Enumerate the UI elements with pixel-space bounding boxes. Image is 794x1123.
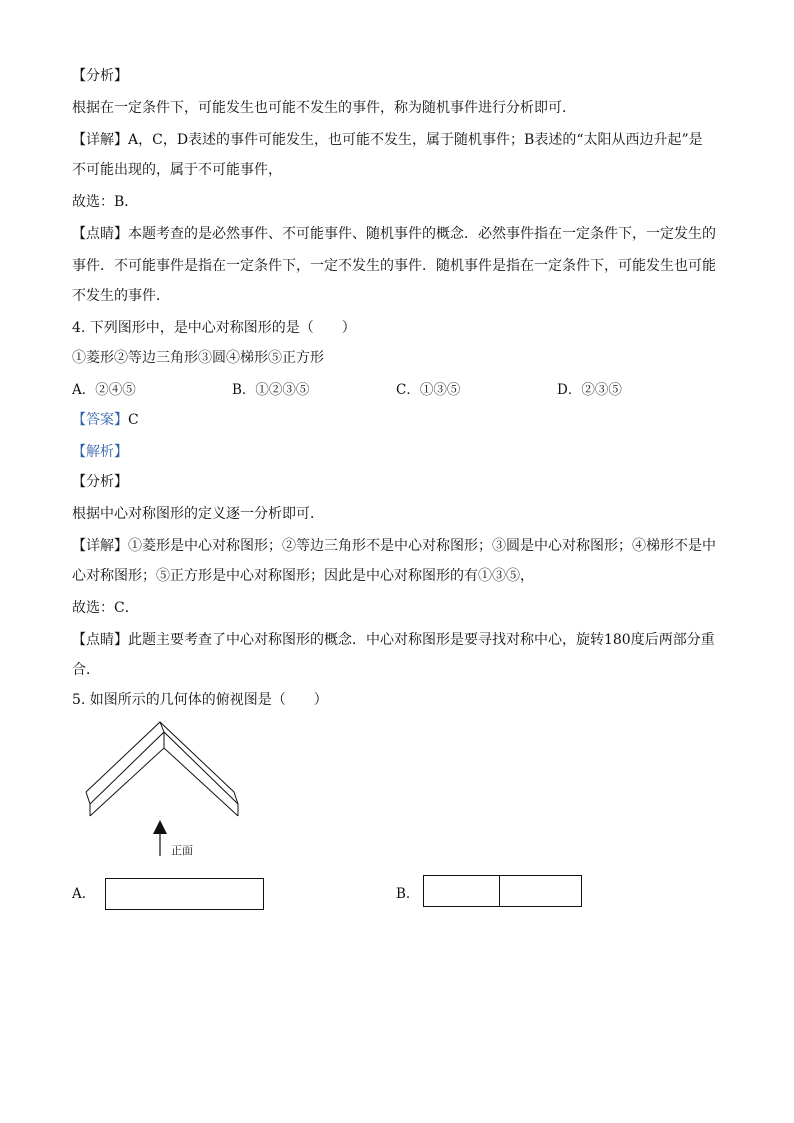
q4-option-d: D．②③⑤ xyxy=(557,382,622,398)
q4-comment-line-1 xyxy=(72,630,715,650)
comment-line-2: 事件．不可能事件是指在一定条件下，一定不发生的事件．随机事件是指在一定条件下，可能发生也可能 xyxy=(72,258,716,274)
q5-option-b-divider xyxy=(499,876,500,906)
q5-stem: 5. 如图所示的几何体的俯视图是（ ） xyxy=(72,692,328,708)
q4-detail-line-2: 心对称图形；⑤正方形是中心对称图形；因此是中心对称图形的有①③⑤， xyxy=(72,568,534,584)
analysis-text: 根据在一定条件下，可能发生也可能不发生的事件，称为随机事件进行分析即可． xyxy=(72,100,576,116)
q5-option-a-rectangle xyxy=(105,878,264,910)
q5-option-b-rectangle xyxy=(423,875,582,907)
answer-tag: 【答案】 xyxy=(72,412,128,428)
q4-option-c: C．①③⑤ xyxy=(396,382,461,398)
front-view-label: 正面 xyxy=(171,844,193,857)
q4-detail-line-1 xyxy=(72,536,716,556)
q4-items: ①菱形②等边三角形③圆④梯形⑤正方形 xyxy=(72,350,324,366)
q4-comment-line-2: 合． xyxy=(72,662,100,678)
jiexi-tag: 【解析】 xyxy=(72,444,128,460)
q4-option-a: A．②④⑤ xyxy=(72,382,136,398)
q5-option-a-label: A. xyxy=(72,886,87,902)
q5-option-b-label: B. xyxy=(396,886,411,902)
detail-text: A，C，D表述的事件可能发生，也可能不发生，属于随机事件；B表述的“太阳从西边升起”是 xyxy=(128,132,703,148)
q4-option-b: B．①②③⑤ xyxy=(232,382,310,398)
detail-tag: 【详解】 xyxy=(72,132,128,148)
q4-answer-line xyxy=(72,410,139,430)
detail-line-1 xyxy=(72,130,703,150)
comment-text: 本题考查的是必然事件、不可能事件、随机事件的概念．必然事件指在一定条件下，一定发生的 xyxy=(128,226,716,242)
q4-comment-tag: 【点睛】 xyxy=(72,632,128,648)
q4-analysis-tag: 【分析】 xyxy=(72,474,128,490)
analysis-tag: 【分析】 xyxy=(72,68,128,84)
comment-line-1 xyxy=(72,224,716,244)
q4-stem: 4. 下列图形中，是中心对称图形的是（ ） xyxy=(72,320,356,336)
answer-value: C xyxy=(128,412,139,428)
q4-answer-choice: 故选：C． xyxy=(72,600,139,616)
q4-detail-text: ①菱形是中心对称图形；②等边三角形不是中心对称图形；③圆是中心对称图形；④梯形不是中 xyxy=(128,538,716,554)
q4-comment-text: 此题主要考查了中心对称图形的概念．中心对称图形是要寻找对称中心，旋转180度后两部分重 xyxy=(128,632,715,648)
q4-detail-tag: 【详解】 xyxy=(72,538,128,554)
q4-analysis-text: 根据中心对称图形的定义逐一分析即可． xyxy=(72,506,324,522)
comment-line-3: 不发生的事件． xyxy=(72,288,170,304)
detail-line-2: 不可能出现的，属于不可能事件， xyxy=(72,162,282,178)
v-shape-solid-figure xyxy=(80,718,245,818)
comment-tag: 【点睛】 xyxy=(72,226,128,242)
up-arrow-icon xyxy=(150,818,170,858)
answer-choice: 故选：B． xyxy=(72,194,139,210)
